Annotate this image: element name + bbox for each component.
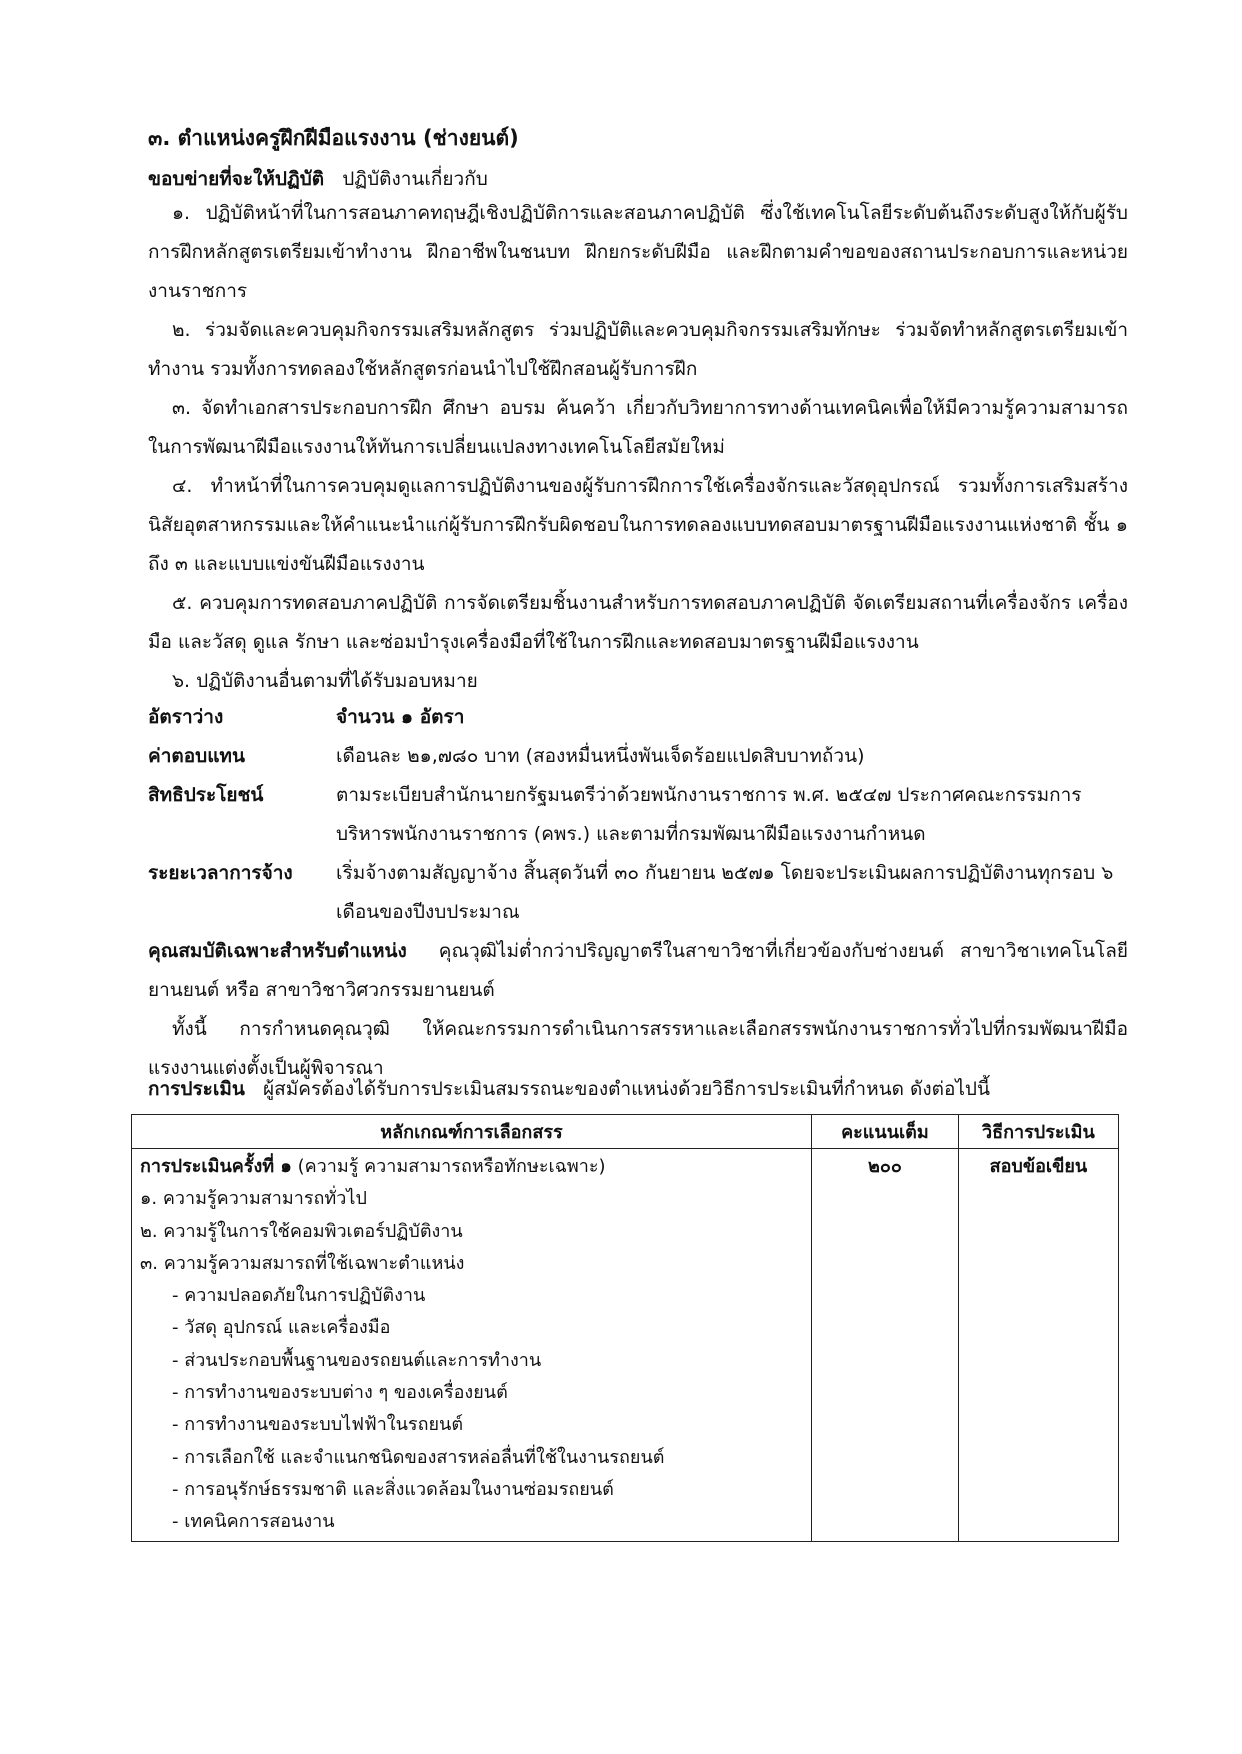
salary-value: เดือนละ ๒๑,๗๘๐ บาท (สองหมื่นหนึ่งพันเจ็ดร้อยแปดสิบบาทถ้วน) [336, 745, 865, 767]
duty-2-text: ๒. ร่วมจัดและควบคุมกิจกรรมเสริมหลักสูตร ร่วมปฏิบัติและควบคุมกิจกรรมเสริมทักษะ ร่วมจัดทำหลักสูตรเตรียมเข้าทำงาน รวมทั้งการทดลองใช้หลักสูตรก่อนนำไปใช้ฝึกสอนผู้รับการฝึก [148, 319, 1128, 380]
list-item: ๑. ความรู้ความสามารถทั่วไป [140, 1188, 367, 1210]
duty-3 [148, 389, 1128, 467]
duty-6 [148, 662, 1128, 701]
list-subitem: - การอนุรักษ์ธรรมชาติ และสิ่งแวดล้อมในงานซ่อมรถยนต์ [172, 1478, 614, 1500]
benefits-label: สิทธิประโยชน์ [148, 784, 264, 806]
list-item: ๓. ความรู้ความสมารถที่ใช้เฉพาะตำแหน่ง [140, 1252, 465, 1274]
criteria-table [131, 1114, 1119, 1542]
benefits-value: ตามระเบียบสำนักนายกรัฐมนตรีว่าด้วยพนักงานราชการ พ.ศ. ๒๕๔๗ ประกาศคณะกรรมการบริหารพนักงานราชการ (คพร.) และตามที่กรมพัฒนาฝีมือแรงงานกำหนด [336, 784, 1082, 845]
scope-line [148, 164, 1128, 194]
round-note: (ความรู้ ความสามารถหรือทักษะเฉพาะ) [297, 1156, 606, 1177]
duty-2 [148, 311, 1128, 389]
duty-4 [148, 467, 1128, 584]
duty-6-text: ๖. ปฏิบัติงานอื่นตามที่ได้รับมอบหมาย [172, 670, 478, 692]
salary-label: ค่าตอบแทน [148, 745, 245, 767]
table-header-row [132, 1115, 1119, 1149]
list-subitem: - การทำงานของระบบต่าง ๆ ของเครื่องยนต์ [172, 1382, 508, 1404]
method-value: สอบข้อเขียน [989, 1156, 1088, 1177]
list-item: ๒. ความรู้ในการใช้คอมพิวเตอร์ปฏิบัติงาน [140, 1220, 463, 1242]
score-value: ๒๐๐ [867, 1156, 902, 1177]
period-value: เริ่มจ้างตามสัญญาจ้าง สิ้นสุดวันที่ ๓๐ กันยายน ๒๕๗๑ โดยจะประเมินผลการปฏิบัติงานทุกรอบ ๖ เดือนของปีงบประมาณ [336, 862, 1114, 923]
criteria-cell [132, 1149, 812, 1542]
vacancy-label: อัตราว่าง [148, 706, 224, 728]
vacancy-value: จำนวน ๑ อัตรา [336, 706, 465, 728]
score-cell [811, 1149, 958, 1542]
duty-5-text: ๕. ควบคุมการทดสอบภาคปฏิบัติ การจัดเตรียมชิ้นงานสำหรับการทดสอบภาคปฏิบัติ จัดเตรียมสถานที่เครื่องจักร เครื่องมือ และวัสดุ ดูแล รักษา และซ่อมบำรุงเครื่องมือที่ใช้ในการฝึกและทดสอบมาตรฐานฝีมือแรงงาน [148, 592, 1128, 653]
duty-3-text: ๓. จัดทำเอกสารประกอบการฝึก ศึกษา อบรม ค้นคว้า เกี่ยวกับวิทยาการทางด้านเทคนิคเพื่อให้มีความรู้ความสามารถในการพัฒนาฝีมือแรงงานให้ทันการเปลี่ยนแปลงทางเทคโนโลยีสมัยใหม่ [148, 397, 1128, 458]
header-method: วิธีการประเมิน [958, 1115, 1118, 1149]
duty-5 [148, 584, 1128, 662]
period-label: ระยะเวลาการจ้าง [148, 862, 293, 884]
list-subitem: - วัสดุ อุปกรณ์ และเครื่องมือ [172, 1317, 391, 1339]
header-criteria: หลักเกณฑ์การเลือกสรร [132, 1115, 812, 1149]
qualification-label: คุณสมบัติเฉพาะสำหรับตำแหน่ง [148, 940, 407, 962]
method-cell [958, 1149, 1118, 1542]
header-full-score: คะแนนเต็ม [811, 1115, 958, 1149]
list-subitem: - ความปลอดภัยในการปฏิบัติงาน [172, 1285, 426, 1307]
list-subitem: - การทำงานของระบบไฟฟ้าในรถยนต์ [172, 1414, 464, 1436]
qualification-paragraph [148, 932, 1128, 1010]
note-text: ทั้งนี้ การกำหนดคุณวุฒิ ให้คณะกรรมการดำเนินการสรรหาและเลือกสรรพนักงานราชการทั่วไปที่กรมพัฒนาฝีมือแรงงานแต่งตั้งเป็นผู้พิจารณา [148, 1018, 1128, 1079]
scope-label: ขอบข่ายที่จะให้ปฏิบัติ [148, 168, 325, 190]
round-label: การประเมินครั้งที่ ๑ [140, 1156, 292, 1177]
assessment-label: การประเมิน [148, 1078, 245, 1100]
list-subitem: - เทคนิคการสอนงาน [172, 1511, 335, 1533]
scope-text: ปฏิบัติงานเกี่ยวกับ [342, 168, 488, 190]
round-heading [140, 1151, 803, 1183]
list-subitem: - การเลือกใช้ และจำแนกชนิดของสารหล่อลื่นที่ใช้ในงานรถยนต์ [172, 1446, 665, 1468]
assessment-text: ผู้สมัครต้องได้รับการประเมินสมรรถนะของตำแหน่งด้วยวิธีการประเมินที่กำหนด ดังต่อไปนี้ [262, 1078, 990, 1100]
assessment-line [148, 1074, 1128, 1104]
duty-1-text: ๑. ปฏิบัติหน้าที่ในการสอนภาคทฤษฎีเชิงปฏิบัติการและสอนภาคปฏิบัติ ซึ่งใช้เทคโนโลยีระดับต้นถึงระดับสูงให้กับผู้รับการฝึกหลักสูตรเตรียมเข้าทำงาน ฝึกอาชีพในชนบท ฝึกยกระดับฝีมือ และฝึกตามคำขอของสถานประกอบการและหน่วยงานราชการ [148, 202, 1128, 302]
table-row [132, 1149, 1119, 1542]
duty-4-text: ๔. ทำหน้าที่ในการควบคุมดูแลการปฏิบัติงานของผู้รับการฝึกการใช้เครื่องจักรและวัสดุอุปกรณ์ รวมทั้งการเสริมสร้างนิสัยอุตสาหกรรมและให้คำแนะนำแก่ผู้รับการฝึกรับผิดชอบในการทดลองแบบทดสอบมาตรฐานฝีมือแรงงานแห่งชาติ ชั้น ๑ ถึง ๓ และแบบแข่งขันฝีมือแรงงาน [148, 475, 1128, 575]
list-subitem: - ส่วนประกอบพื้นฐานของรถยนต์และการทำงาน [172, 1349, 542, 1371]
position-title: ๓. ตำแหน่งครูฝึกฝีมือแรงงาน (ช่างยนต์) [148, 126, 519, 150]
qualification-text: คุณวุฒิไม่ต่ำกว่าปริญญาตรีในสาขาวิชาที่เกี่ยวข้องกับช่างยนต์ สาขาวิชาเทคโนโลยียานยนต์ หรือ สาขาวิชาวิศวกรรมยานยนต์ [148, 940, 1128, 1001]
duty-1 [148, 194, 1128, 311]
